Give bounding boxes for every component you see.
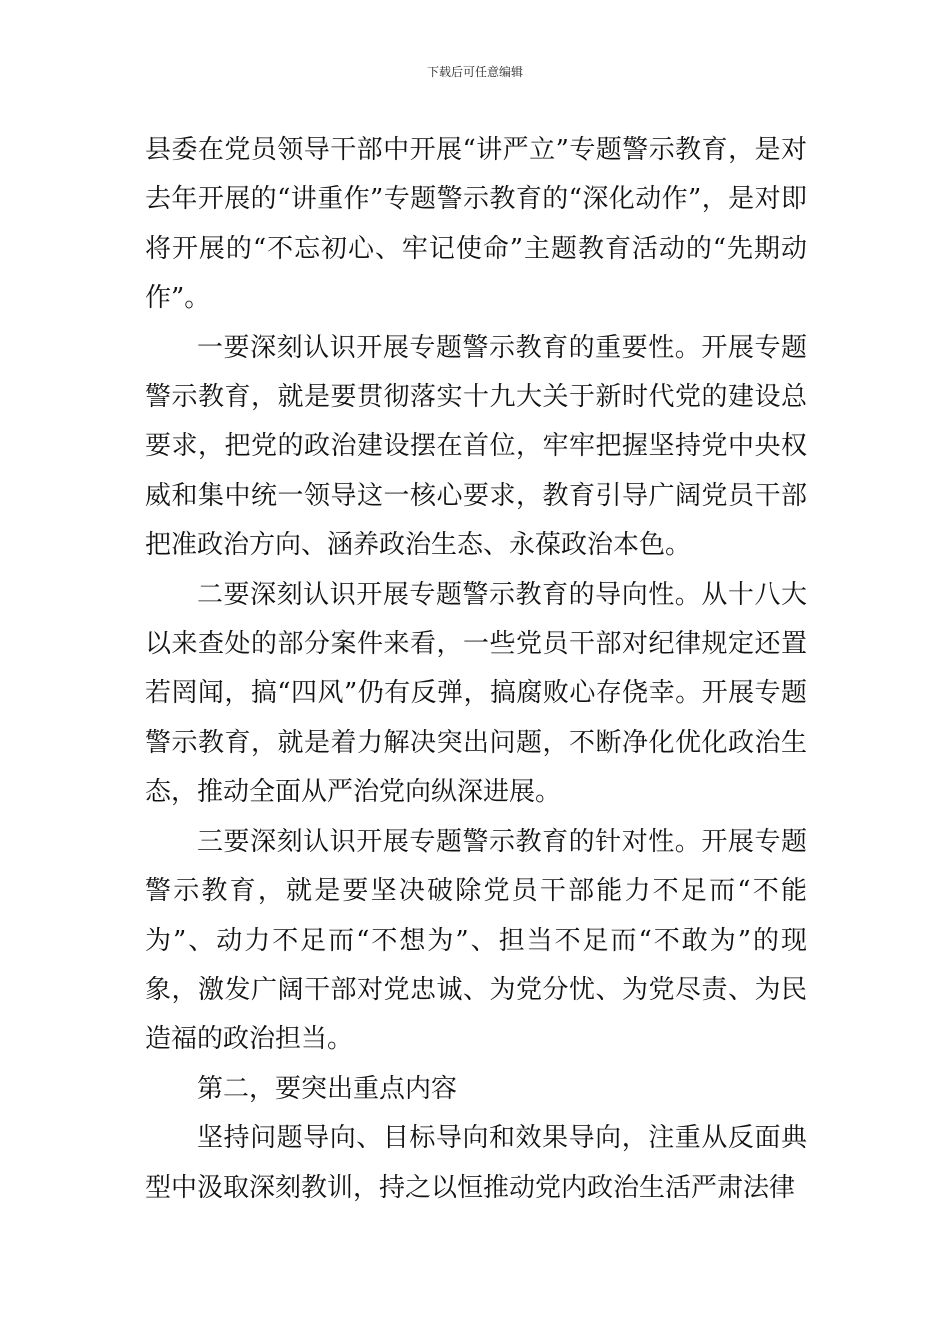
section-heading: 第二，要突出重点内容 — [197, 1073, 458, 1104]
paragraph-point-two: 二要深刻认识开展专题警示教育的导向性。从十八大以来查处的部分案件来看，一些党员干部对纪律规定还置若罔闻，搞“四风”仍有反弹，搞腐败心存侥幸。开展专题警示教育，就是着力解决突出问题，不断净化优化政治生态，推动全面从严治党向纵深进展。 — [145, 579, 807, 808]
document-body — [145, 126, 807, 1213]
paragraph-point-one: 一要深刻认识开展专题警示教育的重要性。开展专题警示教育，就是要贯彻落实十九大关于新时代党的建设总要求，把党的政治建设摆在首位，牢牢把握坚持党中央权威和集中统一领导这一核心要求，教育引导广阔党员干部把准政治方向、涵养政治生态、永葆政治本色。 — [145, 332, 807, 561]
page-header-note: 下载后可任意编辑 — [426, 65, 523, 79]
paragraph-intro: 县委在党员领导干部中开展“讲严立”专题警示教育，是对去年开展的“讲重作”专题警示教育的“深化动作”，是对即将开展的“不忘初心、牢记使命”主题教育活动的“先期动作”。 — [145, 135, 807, 314]
paragraph-section-two: 坚持问题导向、目标导向和效果导向，注重从反面典型中汲取深刻教训，持之以恒推动党内政治生活严肃法律 — [145, 1123, 807, 1203]
paragraph-point-three: 三要深刻认识开展专题警示教育的针对性。开展专题警示教育，就是要坚决破除党员干部能力不足而“不能为”、动力不足而“不想为”、担当不足而“不敢为”的现象，激发广阔干部对党忠诚、为党分忧、为党尽责、为民造福的政治担当。 — [145, 826, 807, 1055]
